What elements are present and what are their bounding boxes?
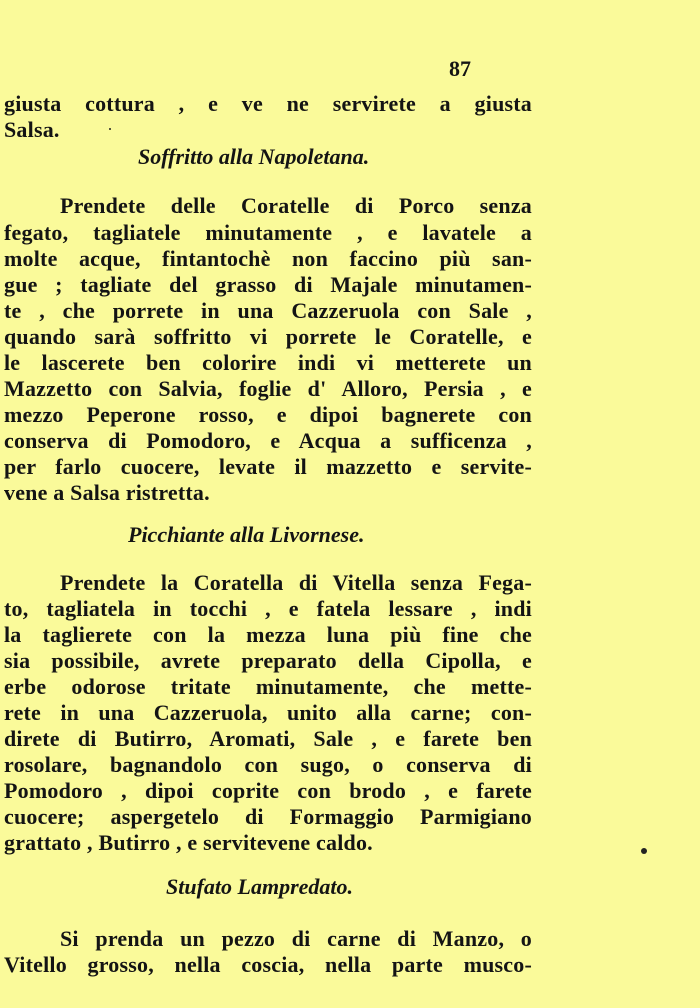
page-number: 87 xyxy=(449,56,471,81)
text-line: conserva di Pomodoro, e Acqua a sufficenza , xyxy=(4,428,532,453)
text-line: Prendete la Coratella di Vitella senza Fega- xyxy=(60,570,532,595)
text-line: Vitello grosso, nella coscia, nella parte musco- xyxy=(4,952,532,977)
text-line: la taglierete con la mezza luna più fine che xyxy=(4,622,532,647)
text-line: le lascerete ben colorire indi vi metterete un xyxy=(4,350,532,375)
text-line: grattato , Butirro , e servitevene caldo. xyxy=(4,830,373,855)
text-line: vene a Salsa ristretta. xyxy=(4,480,210,505)
text-line: Prendete delle Coratelle di Porco senza xyxy=(60,193,532,218)
text-line: fegato, tagliatele minutamente , e lavatele a xyxy=(4,220,532,245)
text-line: Pomodoro , dipoi coprite con brodo , e farete xyxy=(4,778,532,803)
recipe-title: Soffritto alla Napoletana. xyxy=(138,144,370,169)
ink-speck xyxy=(109,128,111,130)
text-line: rosolare, bagnandolo con sugo, o conserva di xyxy=(4,752,532,777)
text-line: gue ; tagliate del grasso di Majale minutamen- xyxy=(4,272,532,297)
text-line: mezzo Peperone rosso, e dipoi bagnerete con xyxy=(4,402,532,427)
text-line: giusta cottura , e ve ne servirete a giusta xyxy=(4,91,532,116)
recipe-title: Stufato Lampredato. xyxy=(166,874,354,899)
text-line: Mazzetto con Salvia, foglie d' Alloro, Persia , e xyxy=(4,376,532,401)
text-line: molte acque, fintantochè non faccino più san- xyxy=(4,246,532,271)
text-line: per farlo cuocere, levate il mazzetto e servite- xyxy=(4,454,532,479)
text-line: te , che porrete in una Cazzeruola con Sale , xyxy=(4,298,532,323)
text-line: to, tagliatela in tocchi , e fatela lessare , indi xyxy=(4,596,532,621)
text-line: rete in una Cazzeruola, unito alla carne; con- xyxy=(4,700,532,725)
text-line: quando sarà soffritto vi porrete le Coratelle, e xyxy=(4,324,532,349)
ink-speck xyxy=(641,848,647,854)
text-line: direte di Butirro, Aromati, Sale , e farete ben xyxy=(4,726,532,751)
text-line: Salsa. xyxy=(4,117,60,142)
text-line: erbe odorose tritate minutamente, che mette- xyxy=(4,674,532,699)
text-line: cuocere; aspergetelo di Formaggio Parmigiano xyxy=(4,804,532,829)
recipe-title: Picchiante alla Livornese. xyxy=(128,522,365,547)
text-line: sia possibile, avrete preparato della Cipolla, e xyxy=(4,648,532,673)
text-line: Si prenda un pezzo di carne di Manzo, o xyxy=(60,926,532,951)
